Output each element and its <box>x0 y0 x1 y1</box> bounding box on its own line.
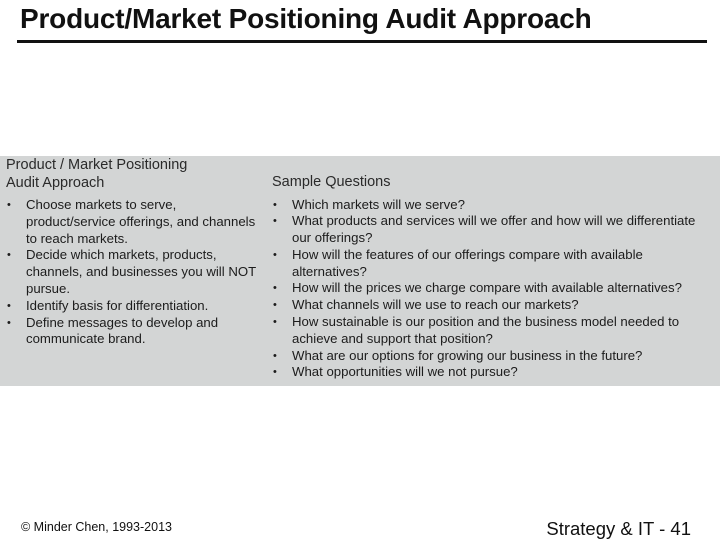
bullet-icon: • <box>7 249 11 262</box>
questions-column <box>272 156 718 381</box>
bullet-icon: • <box>273 349 277 362</box>
question-item <box>272 247 718 281</box>
bullet-icon: • <box>7 199 11 211</box>
approach-heading-line2: Audit Approach <box>6 174 105 191</box>
item-text: Identify basis for differentiation. <box>26 297 209 313</box>
approach-item <box>6 197 261 247</box>
bullet-icon: • <box>273 248 277 261</box>
item-text: What channels will we use to reach our markets? <box>292 297 579 313</box>
title-underline <box>17 40 707 43</box>
question-item <box>272 297 718 314</box>
approach-heading-line1: Product / Market Positioning <box>6 157 188 173</box>
bullet-icon: • <box>273 299 277 312</box>
bullet-icon: • <box>273 282 277 295</box>
approach-item <box>6 298 261 315</box>
item-text: Define messages to develop and communicate brand. <box>26 314 219 347</box>
item-text: What products and services will we offer and how will we differentiate our offerings? <box>292 213 696 246</box>
bullet-icon: • <box>7 316 11 329</box>
questions-heading: Sample Questions <box>272 174 391 190</box>
approach-heading <box>6 157 261 192</box>
item-text: How will the features of our offerings compare with available alternatives? <box>292 246 643 279</box>
positioning-table <box>0 156 720 386</box>
approach-column <box>6 156 261 348</box>
slide-title: Product/Market Positioning Audit Approach <box>20 3 592 34</box>
bullet-icon: • <box>273 316 277 329</box>
question-item <box>272 364 718 381</box>
footer-page-label: Strategy & IT - 41 <box>546 518 691 539</box>
question-item <box>272 314 718 348</box>
item-text: Decide which markets, products, channels, and businesses you will NOT pursue. <box>26 247 256 296</box>
questions-list <box>272 197 718 382</box>
question-item <box>272 197 718 214</box>
question-item <box>272 348 718 365</box>
item-text: How will the prices we charge compare with available alternatives? <box>292 280 682 296</box>
question-item <box>272 213 718 247</box>
item-text: Which markets will we serve? <box>292 196 465 212</box>
bullet-icon: • <box>273 215 277 228</box>
approach-list <box>6 197 261 348</box>
approach-item <box>6 315 261 349</box>
item-text: How sustainable is our position and the business model needed to achieve and support that position? <box>292 314 680 346</box>
item-text: What are our options for growing our business in the future? <box>292 347 643 363</box>
footer-copyright: © Minder Chen, 1993-2013 <box>21 520 172 534</box>
bullet-icon: • <box>273 198 277 211</box>
approach-item <box>6 247 261 297</box>
question-item <box>272 280 718 297</box>
item-text: What opportunities will we not pursue? <box>292 364 518 380</box>
item-text: Choose markets to serve, product/service offerings, and channels to reach markets. <box>26 197 256 246</box>
bullet-icon: • <box>7 299 11 312</box>
bullet-icon: • <box>273 366 277 379</box>
